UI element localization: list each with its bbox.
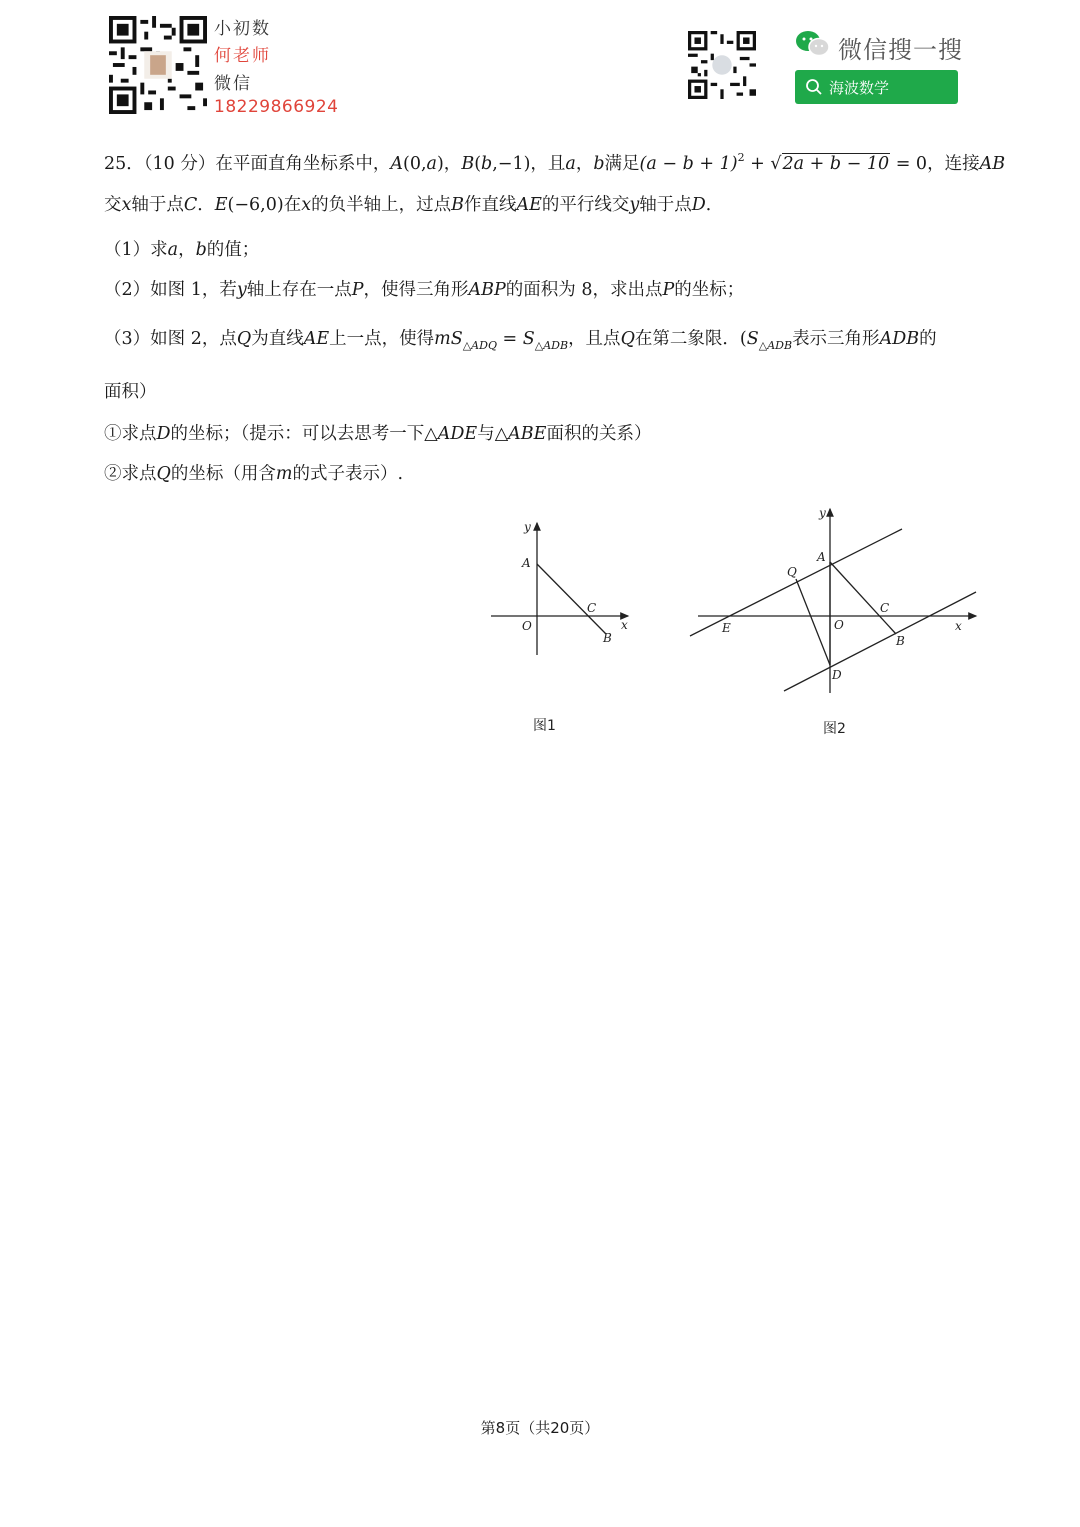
math-var: A <box>390 154 404 174</box>
math: + <box>744 154 771 174</box>
math-var: C <box>183 195 198 215</box>
text: 面积的关系） <box>546 424 652 444</box>
math-var: a <box>426 154 437 174</box>
contact-qr-code <box>108 16 208 114</box>
math-var: Q <box>236 329 252 349</box>
math-var: P <box>662 280 675 300</box>
line-ae <box>690 529 902 636</box>
label-y: y <box>819 506 826 520</box>
label-a: A <box>522 556 531 570</box>
math-var: x <box>301 195 312 215</box>
contact-line-3: 微信 <box>214 74 252 94</box>
text: 满足 <box>604 154 640 174</box>
math: (−6,0) <box>227 195 284 215</box>
text: 作直线 <box>463 195 517 215</box>
text: 在 <box>283 195 302 215</box>
search-icon <box>805 78 823 96</box>
text: 表示三角形 <box>792 329 880 349</box>
sqrt-sign: √ <box>770 154 782 174</box>
label-a: A <box>817 550 826 564</box>
text: 上一点，使得 <box>329 329 435 349</box>
math-var: mS <box>434 329 463 349</box>
text: ①求点 <box>104 424 157 444</box>
text: 的面积为 8，求出点 <box>505 280 663 300</box>
figure-2-caption: 图2 <box>823 721 846 737</box>
text: ． <box>197 195 215 215</box>
math-var: y <box>629 195 640 215</box>
label-c: C <box>880 601 890 615</box>
math-var: b <box>481 154 493 174</box>
sqrt-radicand: 2a + b − 10 <box>782 154 890 174</box>
math-var: AE <box>516 195 542 215</box>
sub-question-1 <box>104 422 651 446</box>
text: ②求点 <box>104 464 157 484</box>
text: ， <box>178 240 196 260</box>
label-q: Q <box>787 565 797 579</box>
math-var: Q <box>620 329 635 349</box>
label-x: x <box>621 618 628 632</box>
subscript: △ADB <box>534 339 569 352</box>
math: ( <box>474 154 482 174</box>
text: 的坐标； <box>674 280 745 300</box>
label-y: y <box>524 520 531 534</box>
text: （1）求 <box>104 240 168 260</box>
text: 在平面直角坐标系中， <box>215 154 391 174</box>
math-var: b <box>593 154 605 174</box>
math-var: = S <box>496 329 535 349</box>
math-var: b <box>195 240 207 260</box>
math-var: ABE <box>508 424 547 444</box>
text: = 0，连接 <box>890 154 980 174</box>
math-var: B <box>461 154 475 174</box>
label-b: B <box>603 631 612 645</box>
text: 轴上存在一点 <box>246 280 352 300</box>
contact-line-1: 小初数 <box>214 19 271 39</box>
math-var: D <box>691 195 706 215</box>
segment-qd <box>796 579 830 665</box>
problem-line-2 <box>104 193 723 217</box>
text: ． <box>705 195 724 215</box>
label-o: O <box>522 619 532 633</box>
math-var: a <box>167 240 179 260</box>
question-3 <box>104 327 937 358</box>
math-var: S <box>746 329 759 349</box>
label-c: C <box>587 601 597 615</box>
math-var: m <box>275 464 293 484</box>
math-var: D <box>156 424 171 444</box>
text: 的式子表示）. <box>292 464 404 484</box>
math-var: y <box>236 280 247 300</box>
label-d: D <box>832 668 842 682</box>
sub-question-2 <box>104 462 403 486</box>
problem-line-1 <box>104 146 1005 176</box>
text: （2）如图 1，若 <box>104 280 237 300</box>
math-var: B <box>451 195 464 215</box>
wechat-logo-icon <box>795 30 831 58</box>
search-button-label: 海波数学 <box>829 78 890 97</box>
text: 的平行线交 <box>541 195 630 215</box>
text: ，且点 <box>568 329 621 349</box>
question-3-continued: 面积） <box>104 382 157 402</box>
label-b: B <box>896 634 905 648</box>
segment-ab <box>537 564 606 634</box>
math-var: P <box>351 280 364 300</box>
text: 的 <box>919 329 937 349</box>
search-qr-code <box>688 31 756 99</box>
text: 的坐标（用含 <box>170 464 276 484</box>
subscript: △ADQ <box>462 339 497 352</box>
question-1 <box>104 238 259 262</box>
math-var: x <box>121 195 132 215</box>
problem-score: （10 分） <box>143 154 216 174</box>
math-var: AB <box>979 154 1006 174</box>
text: 的负半轴上，过点 <box>311 195 452 215</box>
text: 交 <box>104 195 122 215</box>
text: （3）如图 2，点 <box>104 329 237 349</box>
math-var: ABP <box>468 280 506 300</box>
label-e: E <box>722 621 731 635</box>
text: 轴于点 <box>639 195 692 215</box>
problem-number: 25． <box>104 154 144 174</box>
exponent: 2 <box>737 151 745 164</box>
text: 与△ <box>477 424 509 444</box>
contact-phone: 18229866924 <box>214 97 339 117</box>
page-number: 第8页（共20页） <box>480 1419 600 1437</box>
math-expression: (a − b + 1) <box>639 154 738 174</box>
math: (0, <box>403 154 427 174</box>
math-var: ADB <box>879 329 920 349</box>
text: 轴于点 <box>131 195 184 215</box>
math-var: ADE <box>437 424 478 444</box>
text: 在第二象限．( <box>634 329 747 349</box>
wechat-search-title: 微信搜一搜 <box>838 36 963 64</box>
text: 为直线 <box>251 329 304 349</box>
math-var: Q <box>156 464 171 484</box>
math-var: AE <box>303 329 330 349</box>
text: )， <box>436 154 462 174</box>
text: ，使得三角形 <box>363 280 469 300</box>
label-o: O <box>834 618 844 632</box>
text: ， <box>575 154 594 174</box>
text: 的值； <box>206 240 260 260</box>
contact-line-2: 何老师 <box>214 46 271 66</box>
text: ,−1)，且 <box>492 154 566 174</box>
question-2 <box>104 278 744 302</box>
figure-2 <box>686 503 980 698</box>
figure-1 <box>486 515 636 665</box>
wechat-search-button[interactable] <box>795 70 958 104</box>
text: 的坐标；（提示：可以去思考一下△ <box>170 424 438 444</box>
subscript: △ADB <box>758 339 793 352</box>
figure-1-caption: 图1 <box>533 718 556 734</box>
math-var: a <box>565 154 576 174</box>
label-x: x <box>955 619 962 633</box>
math-var: E <box>214 195 228 215</box>
